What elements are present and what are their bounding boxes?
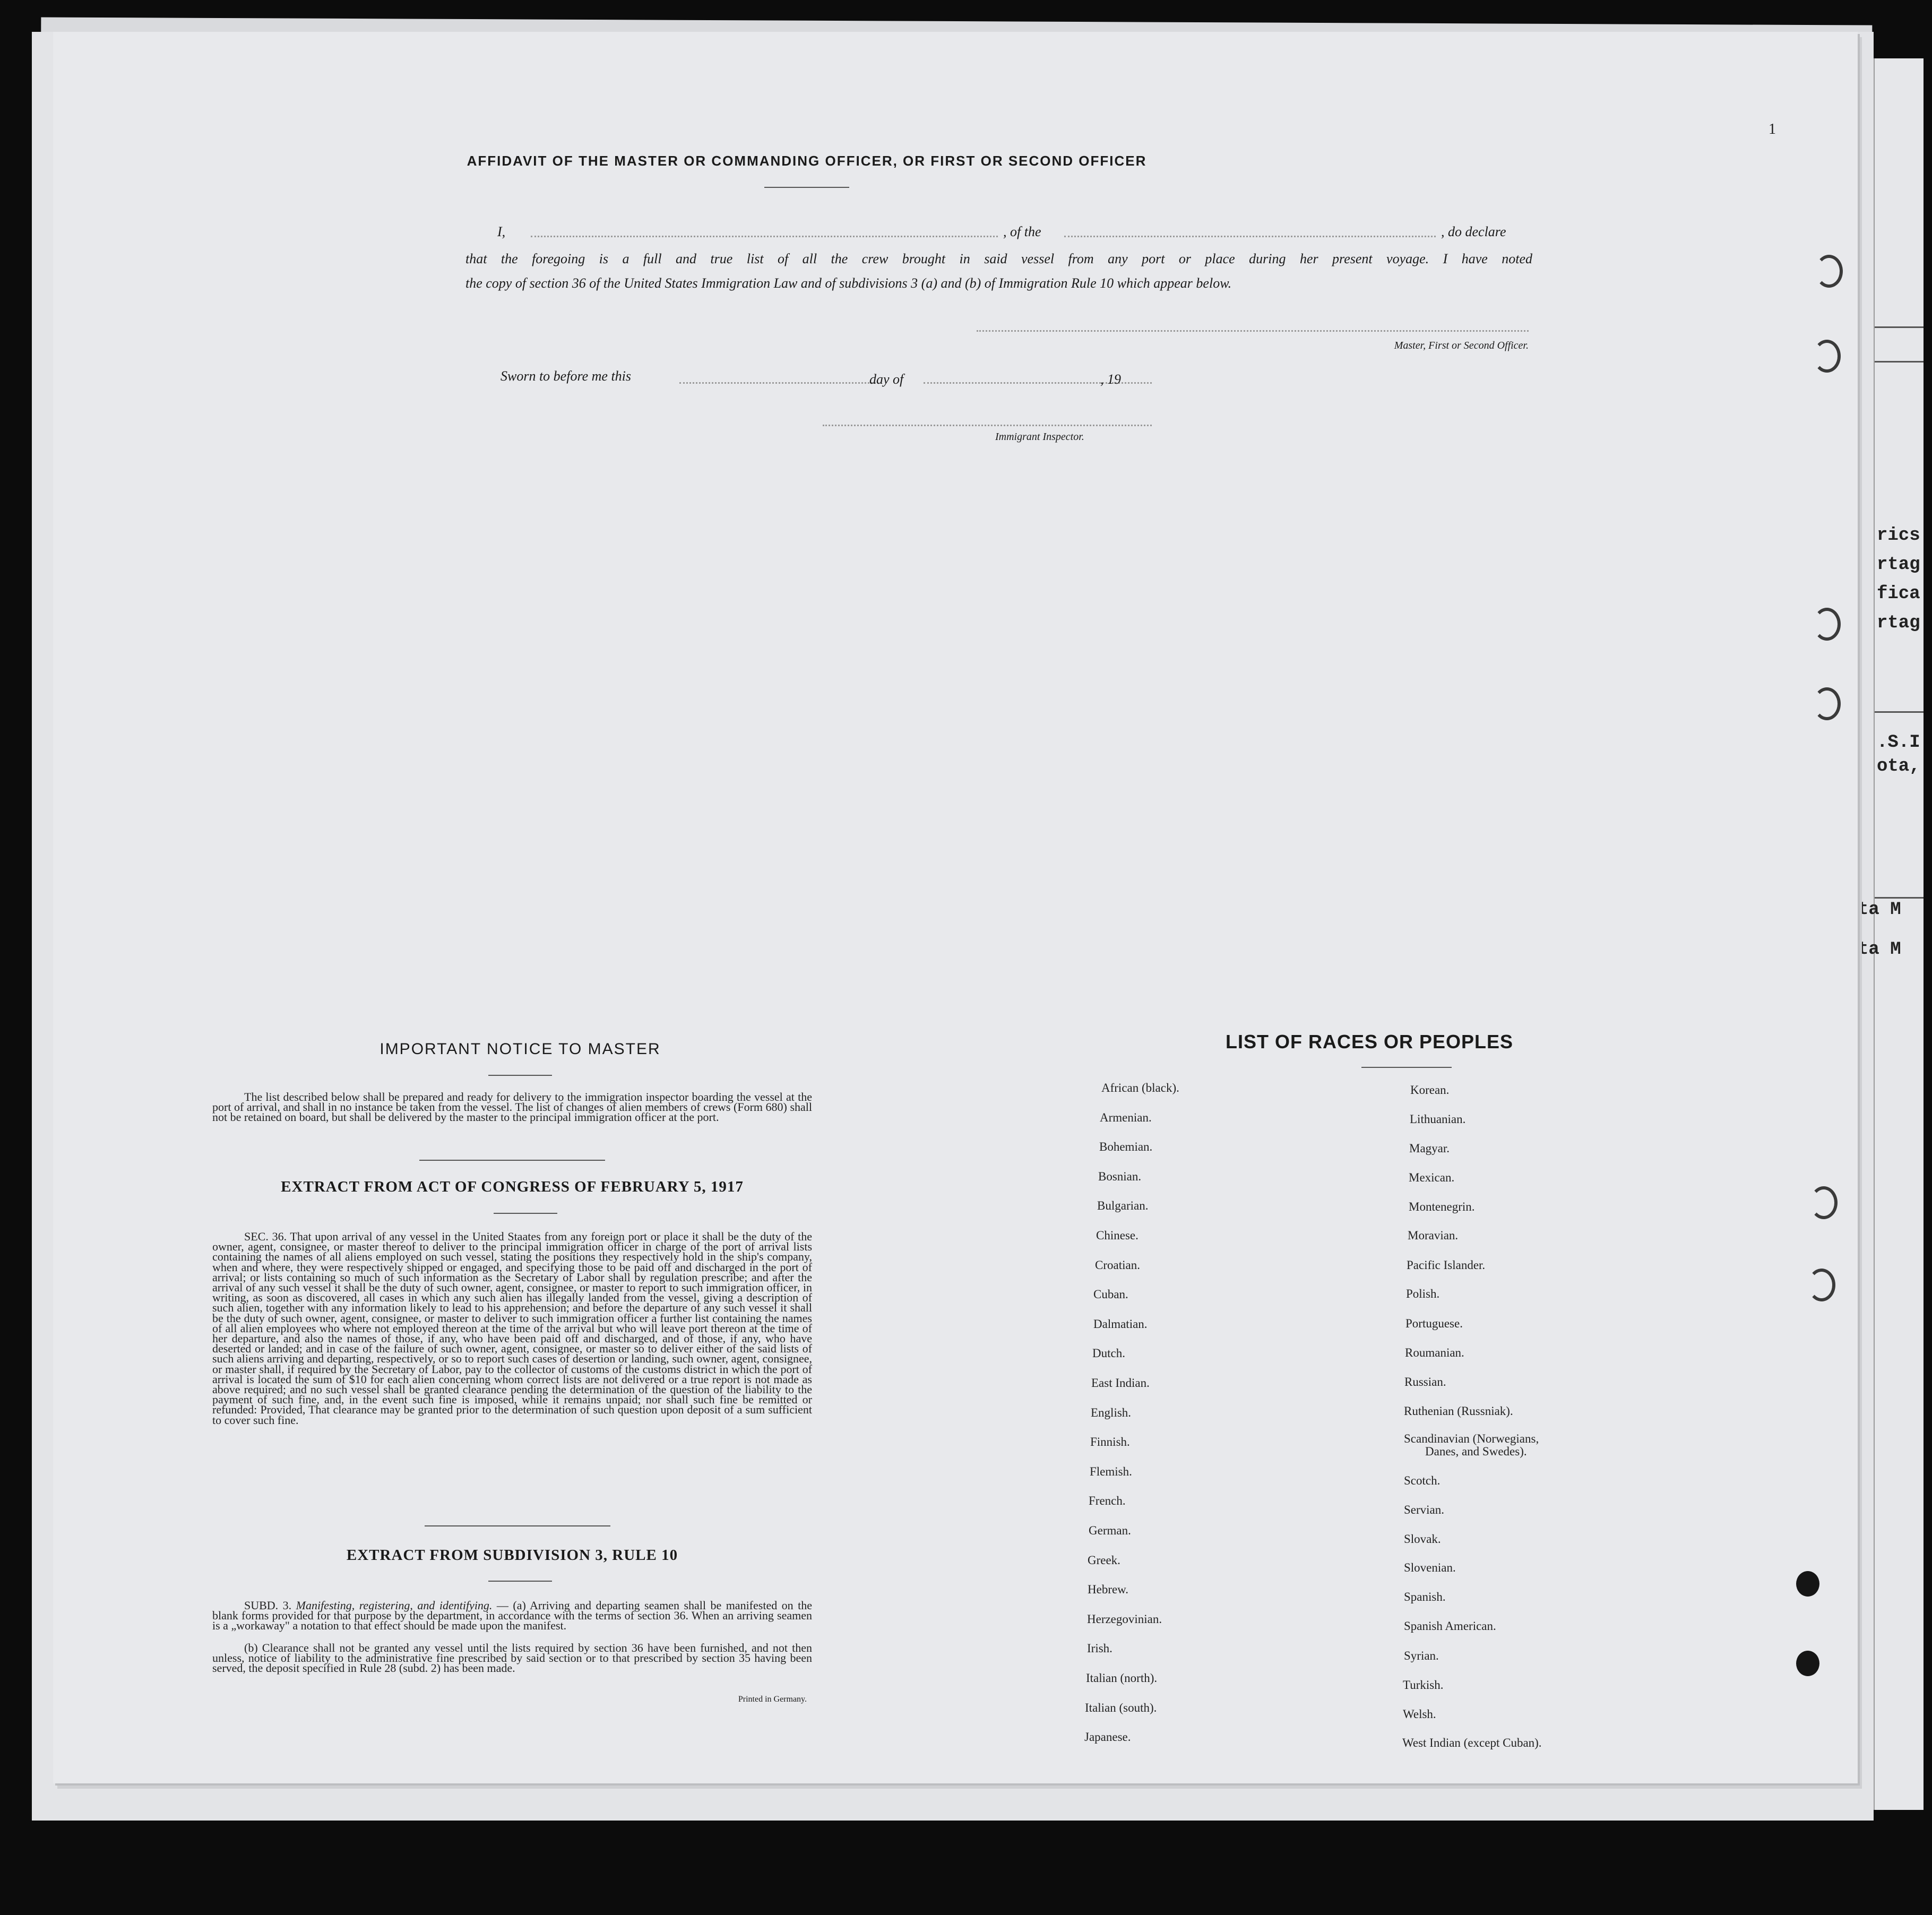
race-item: Portuguese. bbox=[1405, 1317, 1463, 1330]
name-blank bbox=[531, 236, 998, 237]
strip-fragment: ta M bbox=[1858, 939, 1901, 960]
subd-italic-heading: Manifesting, registering, and identifying. bbox=[296, 1599, 493, 1612]
race-item: Spanish American. bbox=[1404, 1619, 1496, 1633]
rule-para-a bbox=[212, 1600, 812, 1631]
race-item: Scandinavian (Norwegians, bbox=[1404, 1432, 1539, 1445]
race-item: East Indian. bbox=[1091, 1376, 1150, 1390]
race-item: Polish. bbox=[1406, 1287, 1440, 1300]
race-item: Spanish. bbox=[1404, 1590, 1446, 1603]
strip-fragment: rics bbox=[1877, 525, 1920, 546]
notice-title: IMPORTANT NOTICE TO MASTER bbox=[380, 1040, 661, 1058]
punch-dot-icon bbox=[1796, 1571, 1819, 1597]
race-item: Cuban. bbox=[1093, 1288, 1128, 1301]
act-title: EXTRACT FROM ACT OF CONGRESS OF FEBRUARY 5, 1917 bbox=[281, 1178, 744, 1195]
subd-label: SUBD. 3. bbox=[244, 1599, 292, 1612]
race-item: Danes, and Swedes). bbox=[1425, 1445, 1527, 1458]
races-title: LIST OF RACES OR PEOPLES bbox=[1225, 1031, 1514, 1053]
race-item: Irish. bbox=[1087, 1642, 1112, 1655]
day-of-text: day of bbox=[869, 372, 904, 387]
race-item: Hebrew. bbox=[1088, 1583, 1129, 1597]
affidavit-of-the: , of the bbox=[1003, 224, 1041, 239]
binder-hole-icon bbox=[1813, 340, 1841, 373]
strip-fragment: ta M bbox=[1858, 900, 1901, 920]
race-item: Scotch. bbox=[1404, 1474, 1441, 1487]
race-item: Bosnian. bbox=[1098, 1169, 1142, 1183]
race-item: Magyar. bbox=[1409, 1142, 1450, 1155]
punch-dot-icon bbox=[1796, 1651, 1819, 1676]
race-item: Lithuanian. bbox=[1410, 1112, 1466, 1126]
printed-in: Printed in Germany. bbox=[738, 1695, 807, 1704]
affidavit-line-2: that the foregoing is a full and true list of all the crew brought in said vessel from any port or place during her present voyage. I have noted bbox=[465, 251, 1532, 266]
strip-fragment: ota, bbox=[1877, 756, 1920, 777]
inspector-label: Immigrant Inspector. bbox=[995, 431, 1084, 443]
signature-blank bbox=[977, 330, 1529, 332]
affidavit-i: I, bbox=[497, 224, 506, 239]
strip-fragment: rtag bbox=[1877, 555, 1920, 575]
race-item: Italian (south). bbox=[1085, 1701, 1157, 1714]
affidavit-title: AFFIDAVIT OF THE MASTER OR COMMANDING OFFICER, OR FIRST OR SECOND OFFICER bbox=[467, 153, 1147, 169]
race-item: French. bbox=[1089, 1494, 1126, 1508]
rule-title: EXTRACT FROM SUBDIVISION 3, RULE 10 bbox=[346, 1547, 678, 1564]
strip-fragment: .S.I bbox=[1877, 732, 1920, 753]
page-number: 1 bbox=[1769, 121, 1776, 137]
affidavit-do-declare: , do declare bbox=[1441, 224, 1506, 239]
race-item: Chinese. bbox=[1096, 1229, 1138, 1242]
race-item: Mexican. bbox=[1409, 1171, 1455, 1184]
race-item: Finnish. bbox=[1090, 1435, 1130, 1449]
race-item: Korean. bbox=[1410, 1083, 1450, 1097]
strip-fragment: rtag bbox=[1877, 613, 1920, 633]
year-text: , 19 bbox=[1100, 372, 1121, 387]
binder-hole-icon bbox=[1810, 1186, 1838, 1219]
subd-para-a-text: — (a) Arriving and departing seamen shall be manifested on the blank forms provided for that purpose by the department, in accordance with the terms of section 36. When an arriving seamen is a „workaway" a notation to that effect should be made upon the manifest. bbox=[212, 1599, 813, 1633]
race-item: Bohemian. bbox=[1099, 1140, 1153, 1154]
race-item: Slovak. bbox=[1404, 1532, 1441, 1546]
signature-label: Master, First or Second Officer. bbox=[1394, 340, 1529, 351]
rule-para-b: (b) Clearance shall not be granted any vessel until the lists required by section 36 have been furnished, and not then unless, notice of liability to the administrative fine prescribed by said section or to that prescribed by section 35 having been served, the deposit specified in Rule 28 (subd. 2) has been made. bbox=[212, 1641, 812, 1675]
binder-hole-icon bbox=[1808, 1269, 1835, 1301]
affidavit-line-3: the copy of section 36 of the United States Immigration Law and of subdivisions 3 (a) and (b) of Immigration Rule 10 which appear below. bbox=[465, 275, 1232, 291]
race-item: Servian. bbox=[1404, 1503, 1445, 1516]
race-item: Croatian. bbox=[1095, 1258, 1140, 1272]
race-item: Moravian. bbox=[1408, 1229, 1459, 1242]
race-item: West Indian (except Cuban). bbox=[1402, 1736, 1542, 1749]
race-item: Herzegovinian. bbox=[1087, 1612, 1162, 1626]
race-item: Pacific Islander. bbox=[1407, 1258, 1486, 1272]
sworn-text: Sworn to before me this bbox=[501, 368, 632, 384]
binder-hole-icon bbox=[1813, 608, 1841, 641]
race-item: Russian. bbox=[1404, 1375, 1446, 1388]
notice-body: The list described below shall be prepared and ready for delivery to the immigration inspector boarding the vessel at the port of arrival, and shall in no instance be taken from the vessel. The list of changes of alien members of crews (Form 680) shall not be retained on board, but shall be delivered by the master to the principal immigration officer at the port. bbox=[212, 1090, 812, 1124]
race-item: Roumanian. bbox=[1405, 1346, 1464, 1359]
document-page bbox=[53, 32, 1858, 1783]
race-item: Japanese. bbox=[1084, 1730, 1131, 1744]
sworn-day-blank bbox=[679, 382, 876, 384]
race-item: Bulgarian. bbox=[1097, 1199, 1149, 1213]
binder-hole-icon bbox=[1815, 255, 1843, 288]
race-item: Syrian. bbox=[1404, 1649, 1439, 1662]
strip-fragment: fica bbox=[1877, 584, 1920, 604]
race-item: Turkish. bbox=[1403, 1678, 1444, 1692]
race-item: Slovenian. bbox=[1404, 1561, 1456, 1574]
race-item: Dalmatian. bbox=[1093, 1317, 1148, 1331]
race-item: German. bbox=[1089, 1524, 1131, 1537]
race-item: English. bbox=[1091, 1405, 1132, 1419]
race-item: Montenegrin. bbox=[1409, 1200, 1475, 1213]
race-item: Flemish. bbox=[1090, 1464, 1132, 1478]
race-item: Greek. bbox=[1088, 1553, 1120, 1567]
race-item: Dutch. bbox=[1092, 1347, 1125, 1360]
inspector-signature-blank bbox=[823, 425, 1152, 426]
race-item: Ruthenian (Russniak). bbox=[1404, 1404, 1513, 1418]
adjacent-page-strip bbox=[1858, 58, 1924, 1810]
act-body: SEC. 36. That upon arrival of any vessel in the United Staates from any foreign port or place it shall be the duty of the owner, agent, consignee, or master thereof to deliver to the principal immigration officer in charge of the port of arrival lists containing the names of all aliens employed on such vessel, stating the positions they respectively hold in the ship's company, when and where, they were respectively shipped or engaged, and specifying those to be paid off and discharged in the port of arrival; or lists containing so much of such information as the Secretary of Labor shall by regulation prescribe; and after the arrival of any such vessel it shall be the duty of such owner, agent, consignee, or master to report to such immigration officer, in writing, as soon as discovered, all cases in which any such alien has illegally landed from the vessel, giving a description of such alien, together with any information likely to lead to his apprehension; and before the departure of any such vessel it shall be the duty of such owner, agent, consignee, or master to deliver to such immigration officer a further list containing the names of all alien employees who where not employed thereon at the time of the arrival but who will leave port thereon at the time of her departure, and also the names of those, if any, who have been paid off and discharged, and of those, if any, who have deserted or landed; and in case of the failure of such owner, agent, consignee, or master so to deliver either of the said lists of such aliens arriving and departing, respectively, or so to report such cases of desertion or landing, such owner, agent, consignee, or master shall, if required by the Secretary of Labor, pay to the collector of customs of the customs district in which the port of arrival is located the sum of $10 for each alien concerning whom correct lists are not delivered or a true report is not made as above required; and no such vessel shall be granted clearance pending the determination of the question of the liability to the payment of such fine, and, in the event such fine is imposed, while it remains unpaid; nor shall such fine be remitted or refunded: Provided, That clearance may be granted prior to the determination of such question upon deposit of a sum sufficient to cover such fine. bbox=[212, 1230, 812, 1427]
race-item: Armenian. bbox=[1100, 1110, 1152, 1124]
race-item: Italian (north). bbox=[1086, 1671, 1158, 1685]
binder-hole-icon bbox=[1813, 687, 1841, 720]
vessel-blank bbox=[1064, 236, 1436, 237]
race-item: African (black). bbox=[1101, 1081, 1179, 1094]
race-item: Welsh. bbox=[1403, 1707, 1436, 1721]
